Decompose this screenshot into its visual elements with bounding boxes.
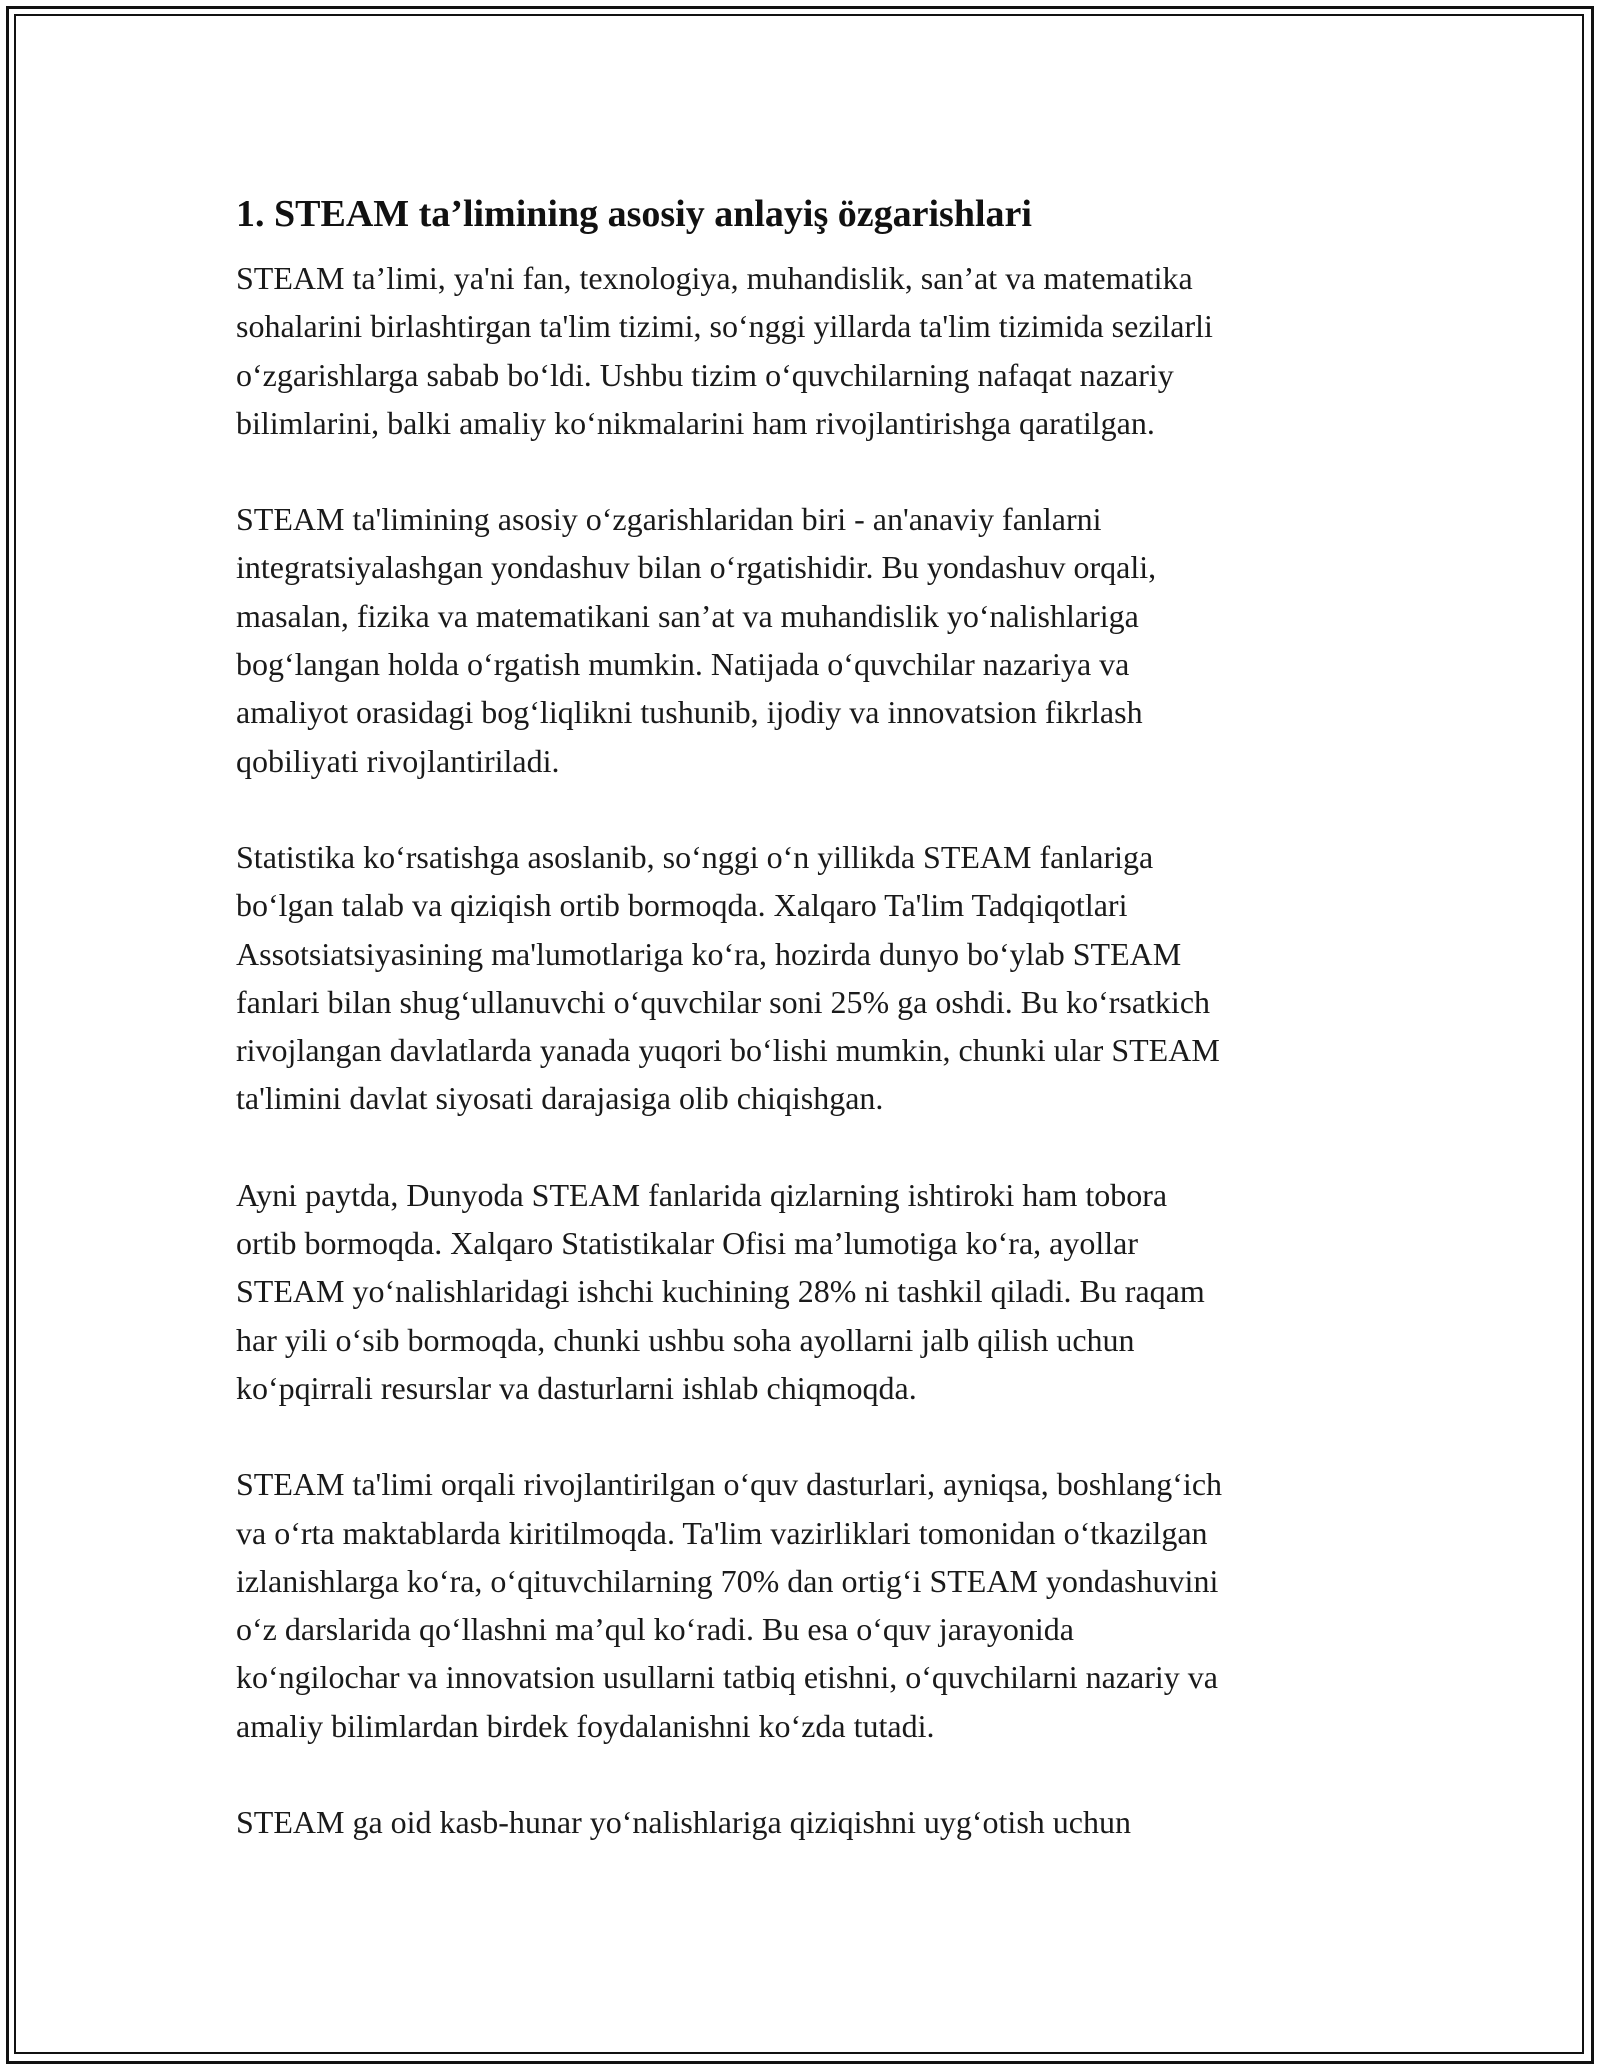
document-page: [236, 186, 1376, 1894]
paragraph-2: STEAM ta'limining asosiy o‘zgarishlaridan biri - an'anaviy fanlarni integratsiyalashgan yondashuv bilan o‘rgatishidir. Bu yondashuv orqali, masalan, fizika va matematikani san’at va muhandislik yo‘nalishlariga bog‘langan holda o‘rgatish mumkin. Natijada o‘quvchilar nazariya va amaliyot orasidagi bog‘liqlikni tushunib, ijodiy va innovatsion fikrlash qobiliyati rivojlantiriladi.: [236, 501, 1157, 779]
section-heading: 1. STEAM ta’limining asosiy anlayiş özgarishlari: [236, 193, 1032, 235]
paragraph-6: STEAM ga oid kasb-hunar yo‘nalishlariga qiziqishni uyg‘otish uchun: [236, 1804, 1131, 1841]
paragraph-5: STEAM ta'limi orqali rivojlantirilgan o‘quv dasturlari, ayniqsa, boshlang‘ich va o‘rta maktablarda kiritilmoqda. Ta'lim vazirliklari tomonidan o‘tkazilgan izlanishlarga ko‘ra, o‘qituvchilarning 70% dan ortig‘i STEAM yondashuvini o‘z darslarida qo‘llashni ma’qul ko‘radi. Bu esa o‘quv jarayonida ko‘ngilochar va innovatsion usullarni tatbiq etishni, o‘quvchilarni nazariy va amaliy bilimlardan birdek foydalanishni ko‘zda tutadi.: [236, 1466, 1223, 1744]
paragraph-4: Ayni paytda, Dunyoda STEAM fanlarida qizlarning ishtiroki ham tobora ortib bormoqda. Xalqaro Statistikalar Ofisi ma’lumotiga ko‘ra, ayollar STEAM yo‘nalishlaridagi ishchi kuchining 28% ni tashkil qiladi. Bu raqam har yili o‘sib bormoqda, chunki ushbu soha ayollarni jalb qilish uchun ko‘pqirrali resurslar va dasturlarni ishlab chiqmoqda.: [236, 1176, 1205, 1406]
paragraph-1: STEAM ta’limi, ya'ni fan, texnologiya, muhandislik, san’at va matematika sohalarini birlashtirgan ta'lim tizimi, so‘nggi yillarda ta'lim tizimida sezilarli o‘zgarishlarga sabab bo‘ldi. Ushbu tizim o‘quvchilarning nafaqat nazariy bilimlarini, balki amaliy ko‘nikmalarini ham rivojlantirishga qaratilgan.: [236, 260, 1213, 441]
paragraph-3: Statistika ko‘rsatishga asoslanib, so‘nggi o‘n yillikda STEAM fanlariga bo‘lgan talab va qiziqish ortib bormoqda. Xalqaro Ta'lim Tadqiqotlari Assotsiatsiyasining ma'lumotlariga ko‘ra, hozirda dunyo bo‘ylab STEAM fanlari bilan shug‘ullanuvchi o‘quvchilar soni 25% ga oshdi. Bu ko‘rsatkich rivojlangan davlatlarda yanada yuqori bo‘lishi mumkin, chunki ular STEAM ta'limini davlat siyosati darajasiga olib chiqishgan.: [236, 838, 1220, 1117]
